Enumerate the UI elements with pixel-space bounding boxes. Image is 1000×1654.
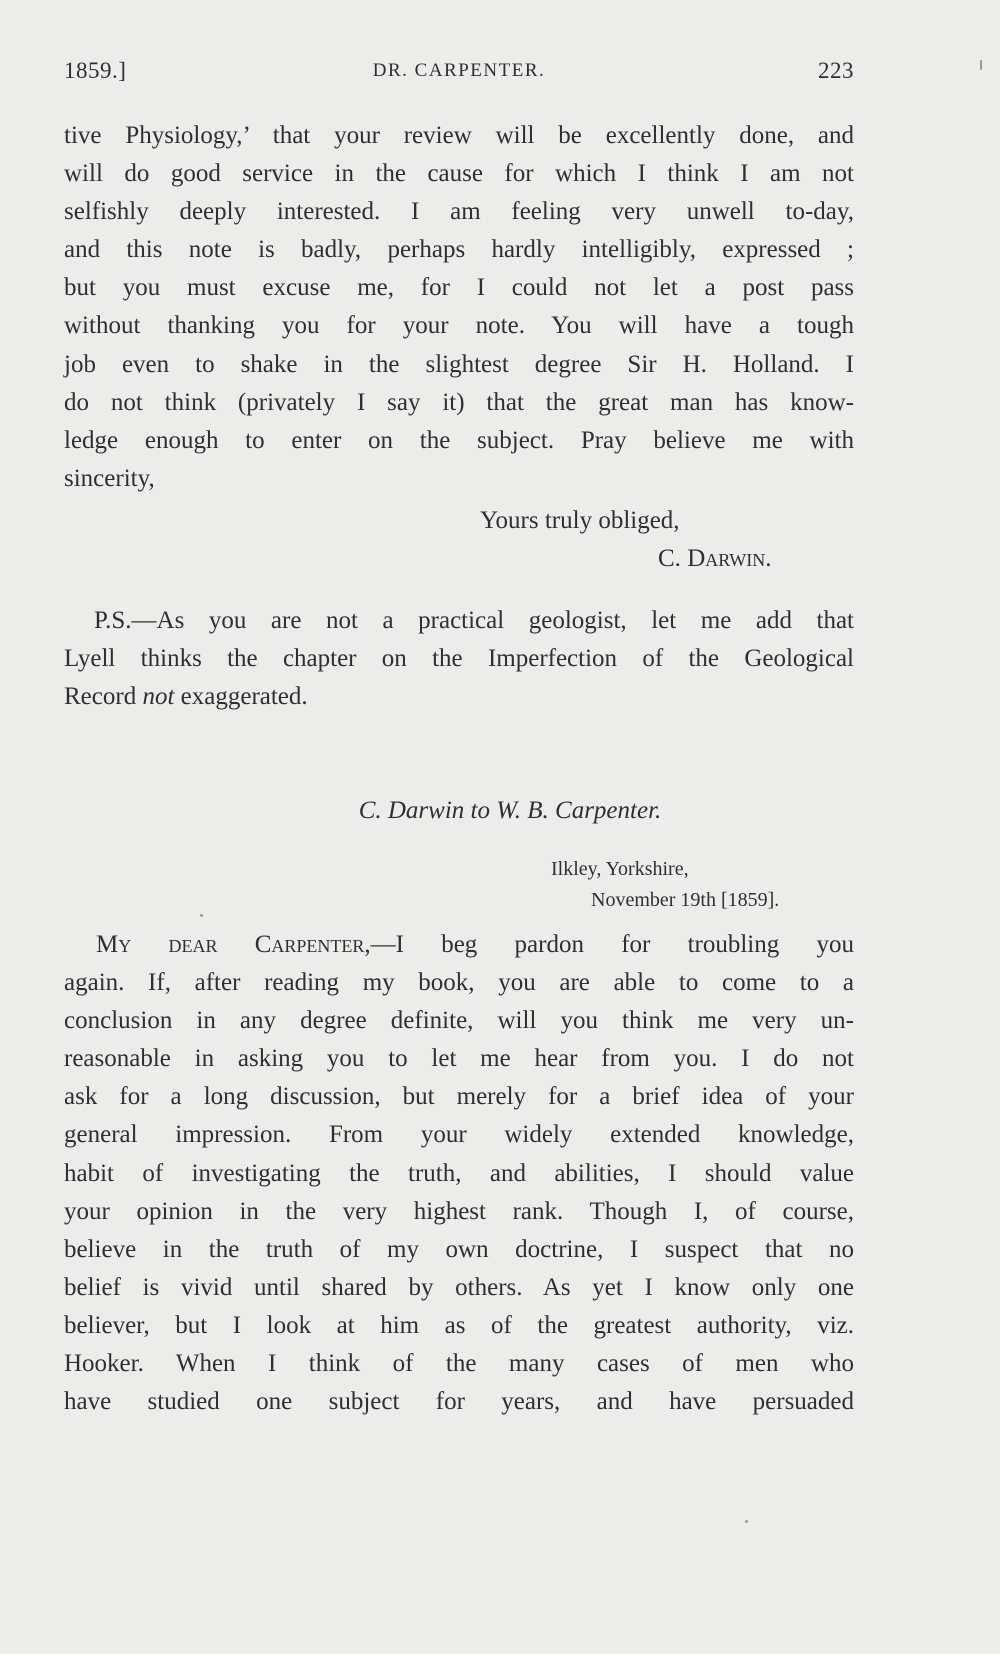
- letter2-body: [64, 926, 854, 1421]
- body-line: belief is vivid until shared by others. As yet I know only one: [64, 1273, 854, 1301]
- body-line: will do good service in the cause for which I think I am not: [64, 160, 854, 188]
- body-line: general impression. From your widely extended knowledge,: [64, 1121, 854, 1149]
- body-line: tive Physiology,’ that your review will be excellently done, and: [64, 122, 854, 149]
- body-line: your opinion in the very highest rank. Though I, of course,: [64, 1197, 854, 1225]
- body-line: Hooker. When I think of the many cases of men who: [64, 1350, 854, 1378]
- body-line: have studied one subject for years, and have persuaded: [64, 1388, 854, 1416]
- body-line: reasonable in asking you to let me hear from you. I do not: [64, 1045, 854, 1073]
- letter1-body: [64, 117, 854, 498]
- body-line: conclusion in any degree definite, will you think me very un-: [64, 1007, 854, 1035]
- body-line: ask for a long discussion, but merely for a brief idea of your: [64, 1083, 854, 1111]
- header-title: DR. CARPENTER.: [372, 60, 546, 81]
- body-line: sincerity,: [64, 464, 155, 492]
- header-year: 1859.]: [64, 58, 127, 83]
- letter2-address-line1: Ilkley, Yorkshire,: [551, 858, 689, 880]
- body-line: do not think (privately I say it) that the great man has know-: [64, 388, 854, 416]
- postscript-text: Record: [64, 683, 143, 711]
- paper-fleck: [980, 60, 982, 70]
- body-line: again. If, after reading my book, you are able to come to a: [64, 969, 854, 997]
- salutation-rest: —I beg pardon for troubling you: [370, 931, 854, 958]
- postscript-emphasis: not: [142, 683, 175, 711]
- body-line: but you must excuse me, for I could not let a post pass: [64, 274, 854, 302]
- postscript-line: Lyell thinks the chapter on the Imperfection of the Geological: [64, 645, 854, 673]
- paper-fleck: [200, 914, 203, 917]
- postscript-line: P.S.—As you are not a practical geologist, let me add that: [94, 607, 854, 634]
- letter2-address-line2: November 19th [1859].: [591, 889, 780, 911]
- body-line: believe in the truth of my own doctrine, I suspect that no: [64, 1235, 854, 1263]
- postscript: [64, 602, 854, 716]
- running-header: [64, 58, 854, 92]
- postscript-text: exaggerated.: [174, 683, 308, 711]
- body-line: believer, but I look at him as of the greatest authority, viz.: [64, 1311, 854, 1339]
- signature-initial: C.: [658, 545, 688, 572]
- letter2-heading: C. Darwin to W. B. Carpenter.: [358, 797, 662, 824]
- postscript-line: [64, 678, 854, 716]
- body-line: habit of investigating the truth, and abilities, I should value: [64, 1159, 854, 1187]
- body-line: job even to shake in the slightest degree Sir H. Holland. I: [64, 350, 854, 378]
- body-line: selfishly deeply interested. I am feeling very unwell to-day,: [64, 198, 854, 226]
- paper-fleck: [745, 1520, 748, 1523]
- letter1-closing: Yours truly obliged,: [480, 507, 680, 534]
- body-line: ledge enough to enter on the subject. Pray believe me with: [64, 426, 854, 454]
- body-line: and this note is badly, perhaps hardly intelligibly, expressed ;: [64, 236, 854, 264]
- page-number: 223: [818, 58, 854, 83]
- salutation-line: [64, 926, 854, 964]
- salutation: My dear Carpenter,: [96, 931, 371, 958]
- letter1-signature: [658, 540, 772, 578]
- body-line: without thanking you for your note. You will have a tough: [64, 312, 854, 340]
- signature-name: Darwin.: [687, 545, 772, 572]
